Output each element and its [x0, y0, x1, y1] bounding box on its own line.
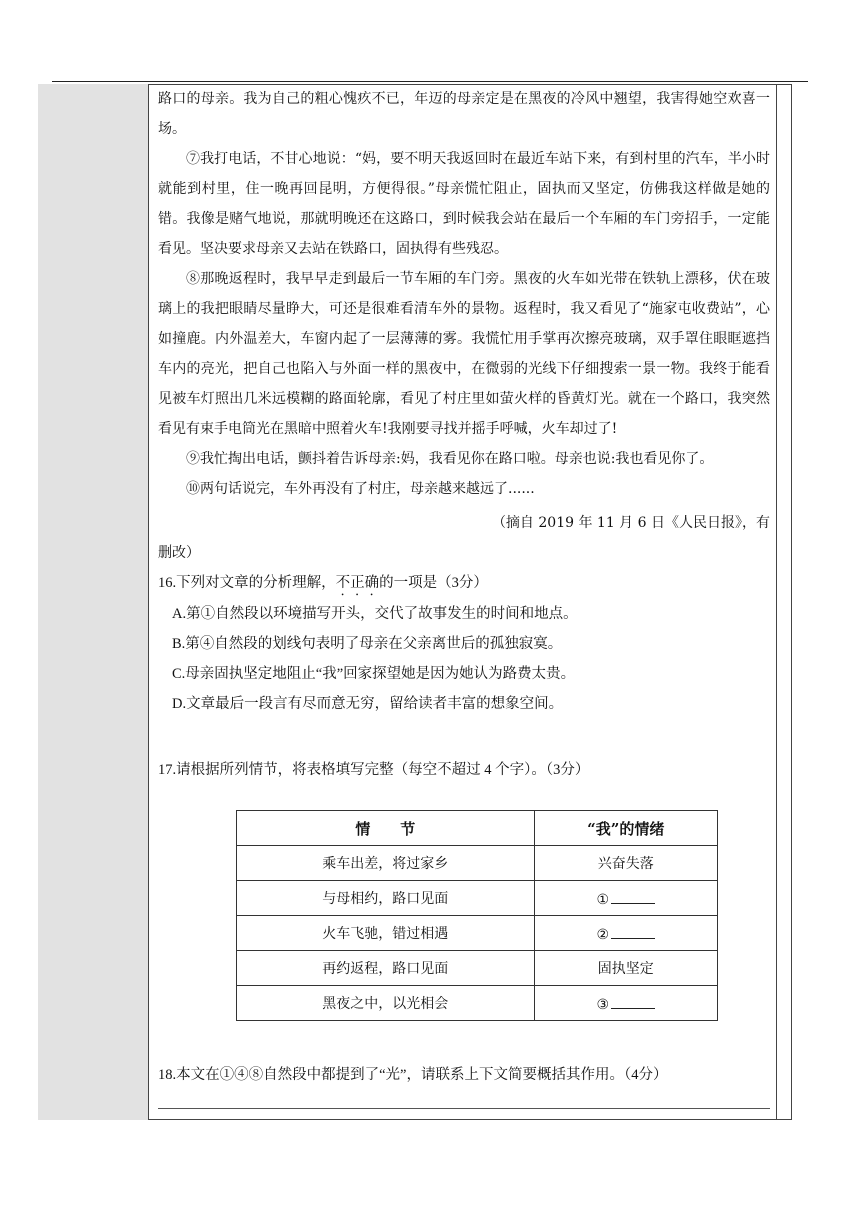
q16-stem-pre: 16.下列对文章的分析理解，: [158, 575, 336, 591]
emotion-cell-blank[interactable]: [534, 881, 717, 916]
left-margin-column: [38, 84, 149, 1120]
table-row: [237, 986, 718, 1021]
plot-cell: 乘车出差，将过家乡: [237, 846, 535, 881]
passage-paragraph-continued: 路口的母亲。我为自己的粗心愧疚不已，年迈的母亲定是在黑夜的冷风中翘望，我害得她空欢喜一场。: [158, 91, 770, 137]
content-column: [158, 84, 770, 785]
table-row: [237, 916, 718, 951]
table-row: [237, 951, 718, 986]
emotion-cell-blank[interactable]: [534, 916, 717, 951]
q16-option-b: B.第④自然段的划线句表明了母亲在父亲离世后的孤独寂寞。: [172, 636, 563, 652]
emotion-cell: 固执坚定: [534, 951, 717, 986]
passage-paragraph-10: ⑩两句话说完，车外再没有了村庄，母亲越来越远了......: [186, 481, 535, 497]
header-rule: [52, 81, 808, 82]
question-18: [158, 1060, 770, 1090]
plot-cell: 再约返程，路口见面: [237, 951, 535, 986]
passage-paragraph-7: ⑦我打电话，不甘心地说：“妈，要不明天我返回时在最近车站下来，有到村里的汽车，半小时就能到村里，住一晚再回昆明，方便得很。”母亲慌忙阻止，固执而又坚定，仿佛我这样做是她的错。我像是赌气地说，那就明晚还在这路口，到时候我会站在最后一个车厢的车门旁招手，一定能看见。坚决要求母亲又去站在铁路口，固执得有些残忍。: [158, 151, 770, 257]
plot-emotion-table: [236, 810, 718, 1021]
source-citation-end: 删改）: [158, 545, 200, 561]
blank-number: ②: [596, 926, 610, 943]
table-row: [237, 881, 718, 916]
question-18-stem: 18.本文在①④⑧自然段中都提到了“光”，请联系上下文简要概括其作用。（4分）: [158, 1067, 668, 1083]
table-row: [237, 846, 718, 881]
question-17-stem: 17.请根据所列情节，将表格填写完整（每空不超过 4 个字）。（3分）: [158, 762, 590, 778]
answer-line[interactable]: [158, 1108, 770, 1109]
fill-blank-line[interactable]: [611, 994, 655, 1009]
table-header-row: [237, 811, 718, 846]
blank-number: ①: [596, 891, 610, 908]
plot-cell: 与母相约，路口见面: [237, 881, 535, 916]
emotion-cell: 兴奋失落: [534, 846, 717, 881]
plot-cell: 黑夜之中，以光相会: [237, 986, 535, 1021]
source-citation: （摘自 2019 年 11 月 6 日《人民日报》，有: [491, 515, 770, 531]
plot-cell: 火车飞驰，错过相遇: [237, 916, 535, 951]
q16-stem-post: 的一项是（3分）: [379, 575, 488, 591]
q16-option-c: C.母亲固执坚定地阻止“我”回家探望她是因为她认为路费太贵。: [172, 666, 576, 682]
q16-option-d: D.文章最后一段言有尽而意无穷，留给读者丰富的想象空间。: [172, 696, 564, 712]
passage-paragraph-9: ⑨我忙掏出电话，颤抖着告诉母亲:妈，我看见你在路口啦。母亲也说:我也看见你了。: [186, 451, 714, 467]
right-margin-column: [776, 84, 792, 1120]
question-16-stem: [158, 568, 770, 599]
q16-option-a: A.第①自然段以环境描写开头，交代了故事发生的时间和地点。: [172, 606, 578, 622]
fill-blank-line[interactable]: [611, 889, 655, 904]
blank-number: ③: [596, 996, 610, 1013]
passage-paragraph-8: ⑧那晚返程时，我早早走到最后一节车厢的车门旁。黑夜的火车如光带在铁轨上漂移，伏在玻璃上的我把眼睛尽量睁大，可还是很难看清车外的景物。返程时，我又看见了“施家屯收费站”，心如撞鹿。内外温差大，车窗内起了一层薄薄的雾。我慌忙用手掌再次擦亮玻璃，双手罩住眼眶遮挡车内的亮光，把自己也陷入与外面一样的黑夜中，在微弱的光线下仔细搜索一景一物。我终于能看见被车灯照出几米远模糊的路面轮廓，看见了村庄里如萤火样的昏黄灯光。就在一个路口，我突然看见有束手电筒光在黑暗中照着火车!我刚要寻找并摇手呼喊，火车却过了!: [158, 271, 770, 437]
emotion-cell-blank[interactable]: [534, 986, 717, 1021]
fill-blank-line[interactable]: [611, 924, 655, 939]
header-emotion: “我”的情绪: [534, 811, 717, 846]
header-plot: 情 节: [237, 811, 535, 846]
q16-emphasis: 不正确: [335, 575, 380, 591]
